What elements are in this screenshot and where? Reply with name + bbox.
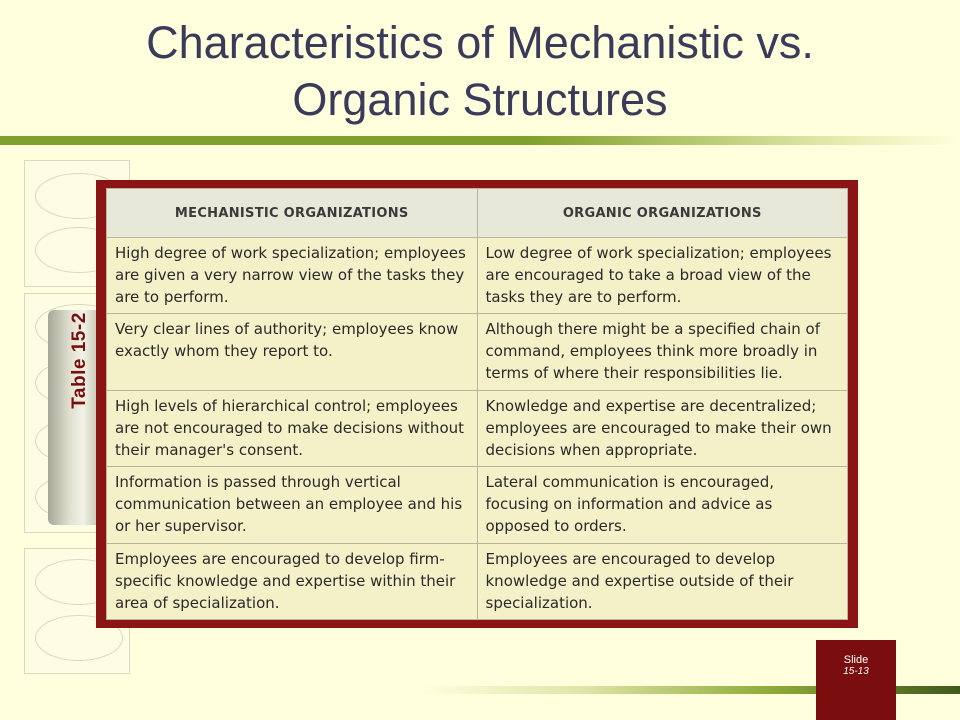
mechanistic-cell: High degree of work specialization; employees are given a very narrow view of the tasks they are to perform.: [107, 238, 478, 314]
slide-label: Slide: [843, 654, 869, 666]
table-row: [107, 238, 848, 314]
mechanistic-cell: High levels of hierarchical control; employees are not encouraged to make decisions without their manager's consent.: [107, 390, 478, 466]
table-label: Table 15-2: [69, 312, 90, 409]
slide-title: [0, 14, 960, 128]
header-mechanistic: MECHANISTIC ORGANIZATIONS: [107, 189, 478, 238]
table-row: [107, 390, 848, 466]
table-row: [107, 314, 848, 390]
slide-number-box: [816, 640, 896, 720]
organic-cell: Employees are encouraged to develop knowledge and expertise outside of their specialization.: [477, 543, 848, 619]
organic-cell: Although there might be a specified chain of command, employees think more broadly in terms of where their responsibilities lie.: [477, 314, 848, 390]
slide-title-line1: Characteristics of Mechanistic vs.: [146, 17, 814, 68]
organic-cell: Low degree of work specialization; employees are encouraged to take a broad view of the tasks they are to perform.: [477, 238, 848, 314]
organic-cell: Lateral communication is encouraged, focusing on information and advice as opposed to orders.: [477, 467, 848, 543]
title-divider: [0, 136, 960, 145]
slide-number: 15-13: [843, 666, 869, 677]
comparison-table-frame: [96, 180, 858, 628]
organic-cell: Knowledge and expertise are decentralized; employees are encouraged to make their own decisions when appropriate.: [477, 390, 848, 466]
header-organic: ORGANIC ORGANIZATIONS: [477, 189, 848, 238]
mechanistic-cell: Employees are encouraged to develop firm-specific knowledge and expertise within their area of specialization.: [107, 543, 478, 619]
mechanistic-cell: Very clear lines of authority; employees know exactly whom they report to.: [107, 314, 478, 390]
mechanistic-cell: Information is passed through vertical communication between an employee and his or her supervisor.: [107, 467, 478, 543]
slide-title-line2: Organic Structures: [292, 74, 668, 125]
table-row: [107, 543, 848, 619]
table-header-row: [107, 189, 848, 238]
comparison-table: [106, 188, 848, 620]
table-row: [107, 467, 848, 543]
